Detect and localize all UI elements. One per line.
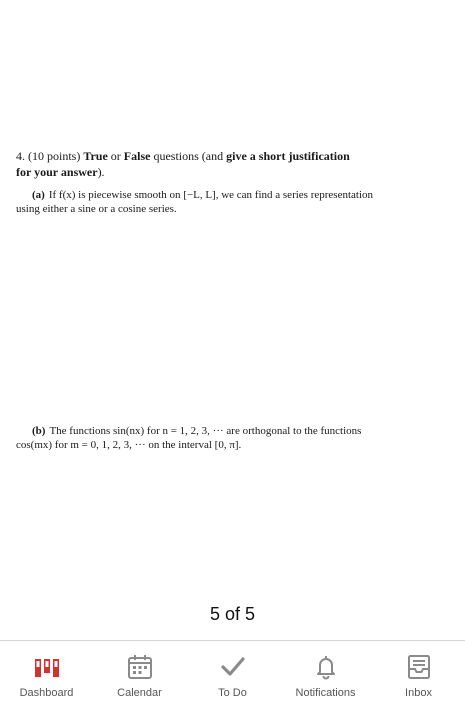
- tab-dashboard[interactable]: [2, 641, 92, 701]
- checkmark-icon: [220, 653, 246, 681]
- dashboard-icon: [34, 653, 60, 681]
- tab-calendar[interactable]: [95, 641, 185, 701]
- calendar-icon: [127, 653, 153, 681]
- tab-label-dashboard: Dashboard: [19, 687, 74, 699]
- bottom-tab-bar: [0, 640, 465, 701]
- bell-icon: [313, 653, 339, 681]
- part-b-text-line1: The functions sin(nx) for n = 1, 2, 3, ··· are orthogonal to the functions: [49, 425, 362, 437]
- tab-label-todo: To Do: [218, 687, 247, 699]
- tab-todo[interactable]: [188, 641, 278, 701]
- part-b-text-line2: cos(mx) for m = 0, 1, 2, 3, ··· on the interval [0, π].: [16, 439, 242, 451]
- tab-label-notifications: Notifications: [295, 687, 356, 699]
- part-a-label: (a): [32, 189, 45, 201]
- tab-notifications[interactable]: [281, 641, 371, 701]
- part-a-text-line2: using either a sine or a cosine series.: [16, 203, 177, 215]
- question-part-a: [16, 188, 461, 216]
- question-heading: 4. (10 points) True or False questions (and give a short justification for your answer).: [16, 149, 350, 179]
- tab-label-inbox: Inbox: [405, 687, 432, 699]
- part-b-label: (b): [32, 425, 46, 437]
- inbox-icon: [406, 653, 432, 681]
- question-part-b: [16, 424, 461, 452]
- tab-inbox[interactable]: [374, 641, 464, 701]
- part-a-text-line1: If f(x) is piecewise smooth on [−L, L], we can find a series representation: [48, 189, 374, 201]
- tab-label-calendar: Calendar: [117, 687, 162, 699]
- page-counter: 5 of 5: [202, 602, 263, 627]
